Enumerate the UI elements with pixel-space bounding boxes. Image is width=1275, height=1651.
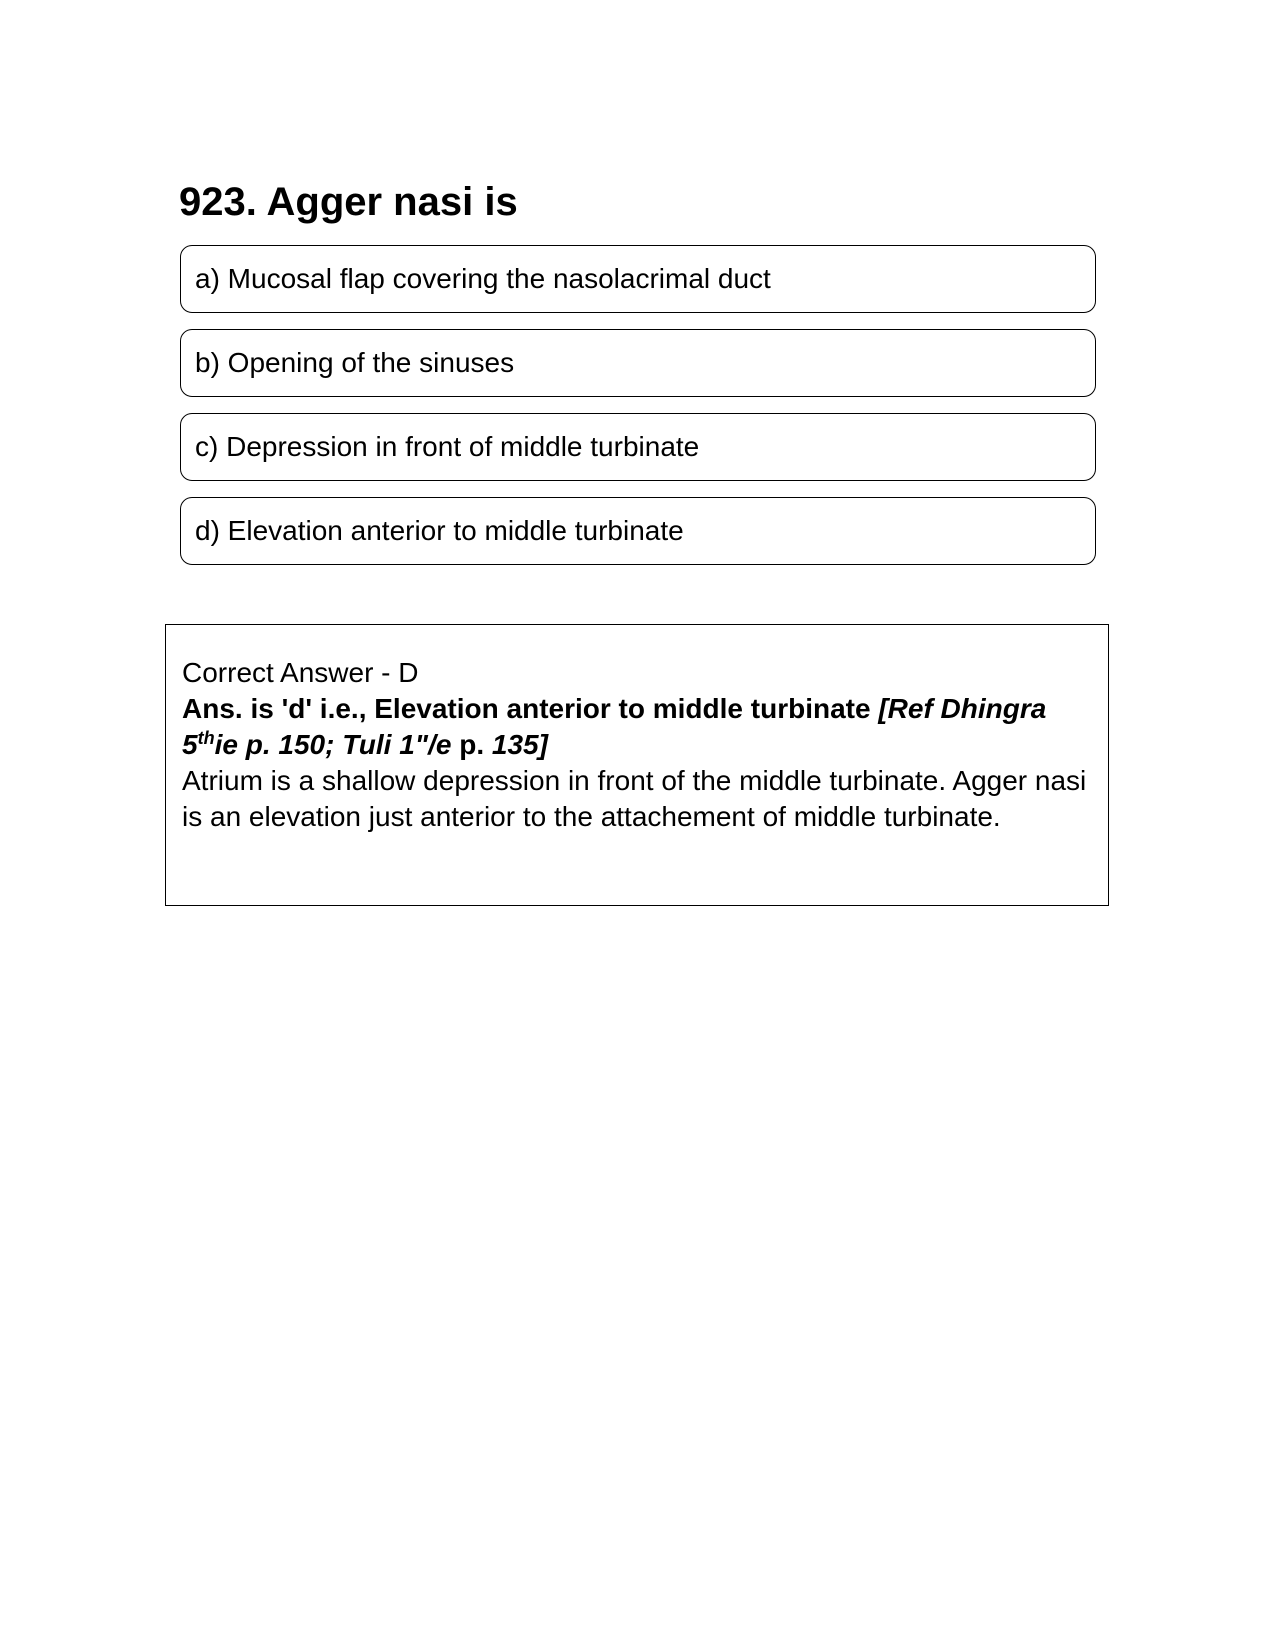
option-b[interactable] [180,329,1096,397]
options-list [180,245,1096,581]
answer-explanation-box [165,624,1109,906]
option-d-label: d) Elevation anterior to middle turbinate [195,515,684,546]
question-number: 923. [179,180,257,224]
option-c[interactable] [180,413,1096,481]
reference-part-1: [Ref Dhingra 5 [182,693,1047,760]
reference-part-4: 135] [491,729,548,760]
option-c-label: c) Depression in front of middle turbinate [195,431,700,462]
question-title [179,178,518,226]
reference-part-2: ie p. 150; Tuli 1"/e [214,729,452,760]
option-d[interactable] [180,497,1096,565]
question-text: Agger nasi is [266,180,518,224]
reference-superscript: th [197,728,215,748]
answer-statement: Ans. is 'd' i.e., Elevation anterior to middle turbinate [182,693,871,724]
option-a[interactable] [180,245,1096,313]
answer-reference-paragraph [182,691,1094,763]
reference-part-3: p. [459,729,485,760]
correct-answer-line: Correct Answer - D [182,657,419,688]
explanation-text: Atrium is a shallow depression in front of the middle turbinate. Agger nasi is an elevation just anterior to the attachement of middle turbinate. [182,765,1087,832]
option-a-label: a) Mucosal flap covering the nasolacrimal duct [195,263,771,294]
option-b-label: b) Opening of the sinuses [195,347,515,378]
